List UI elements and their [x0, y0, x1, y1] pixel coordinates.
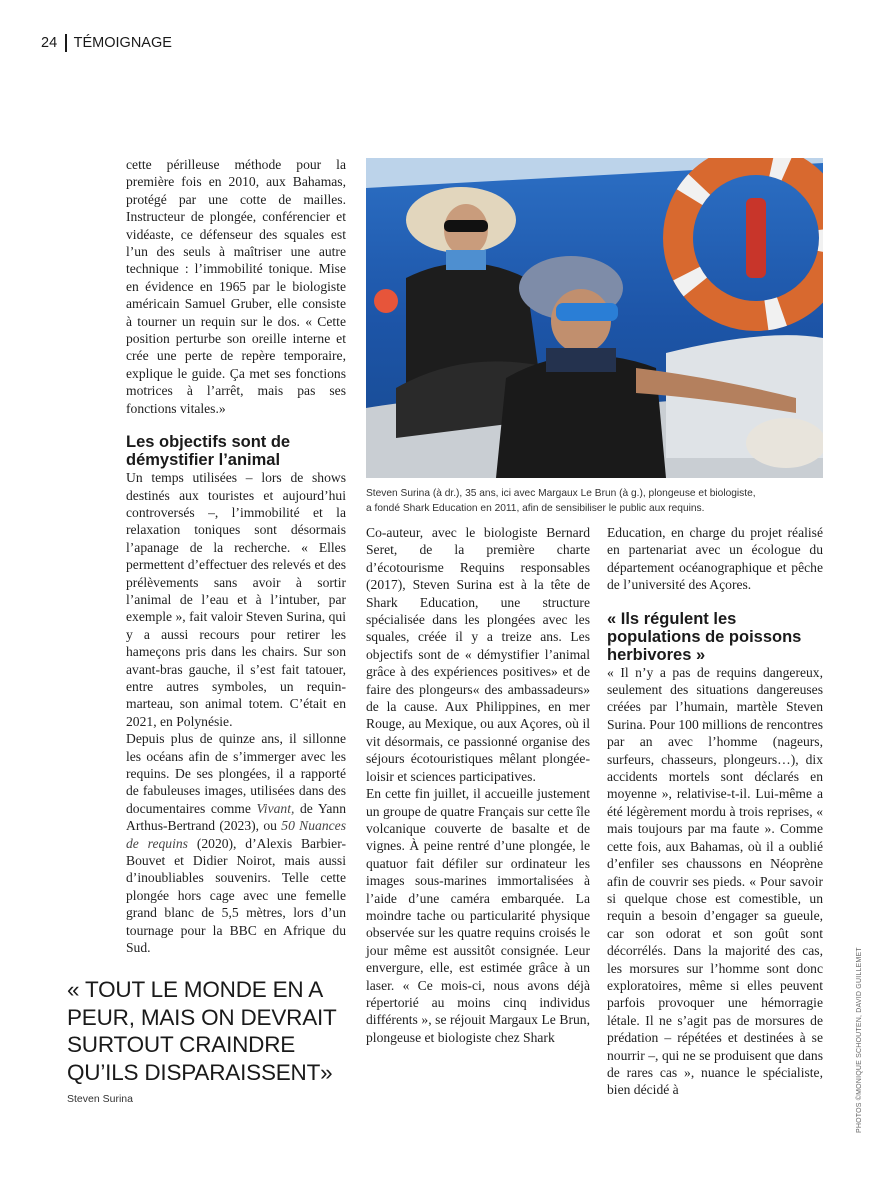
paragraph: Un temps utilisées – lors de shows destinés aux touristes et aujourd’hui controversés –, l’immobilité et la relaxation toniques sont désormais l’apanage de la recherche. « Elles permettent d’effectuer des relevés et des prélèvements sans avoir à sortir l’animal de l’eau et à l’intuber, par exemple », fait valoir Steven Surina, qui y a aussi recours pour retirer les hameçons pris dans les chairs. Sur son avant-bras gauche, il s’est fait tatouer, entre autres symboles, un requin-marteau, son animal totem. C’était en 2021, en Polynésie.: [126, 470, 346, 729]
text-run: (2020), d’Alexis Barbier-Bouvet et Didier Noirot, mais aussi d’inoubliables souvenirs. Telle cette plongée hors cage avec une femelle grand blanc de 5,5 mètres, lors d’un tournage pour la BBC en Afrique du Sud.: [126, 835, 346, 956]
caption-line: Steven Surina (à dr.), 35 ans, ici avec Margaux Le Brun (à g.), plongeuse et biologiste,: [366, 488, 756, 499]
paragraph: « Il n’y a pas de requins dangereux, seulement des situations dangereuses créées par l’humain, martèle Steven Surina. Pour 100 millions de rencontres par an avec l’homme (nageurs, surfeurs, chasseurs, plongeurs…), dix accidents mortels sont déclarés en moyenne », relativise-t-il. Lui-même a été légèrement mordu à trois reprises, « mais toujours par ma faute ». Comme cette fois, aux Bahamas, où il a oublié d’enfiler ses chaussons en Néoprène afin de couvrir ses pieds. « Pour savoir si quelque chose est comestible, un requin a besoin d’engager sa gueule, car son odorat et son goût sont décorrélés. Dans la majorité des cas, les morsures sur l’homme sont donc exploratoires, même si elles peuvent parfois provoquer une hémorragie létale. Il ne s’agit pas de morsures de prédation – répétées et destinées à se nourrir –, qui ne se produisent que dans de rares cas », nuance le spécialiste, bien décidé à: [607, 664, 823, 1098]
caption-line: a fondé Shark Education en 2011, afin de sensibiliser le public aux requins.: [366, 503, 705, 514]
extinguisher: [746, 198, 766, 278]
paragraph: [126, 730, 346, 956]
subheading: « Ils régulent les populations de poissons herbivores »: [607, 609, 802, 664]
subheading: Les objectifs sont de démystifier l’animal: [126, 433, 291, 470]
page-number: 24: [41, 35, 58, 51]
photo-caption: [366, 486, 826, 516]
pull-quote-author: Steven Surina: [67, 1093, 133, 1105]
article-photo: [366, 158, 823, 478]
header-divider: [65, 34, 67, 52]
article-column-3: [607, 524, 823, 1099]
man-neck-gaiter: [546, 348, 616, 372]
paragraph: Education, en charge du projet réalisé en partenariat avec un écologue du département océanographique et pêche de l’université des Açores.: [607, 525, 823, 593]
man-sunglasses: [556, 303, 618, 321]
page-header: [41, 34, 172, 52]
article-column-1: [126, 156, 346, 956]
woman-neck-gaiter: [446, 250, 486, 270]
film-title: 50 Nuances de requins: [126, 818, 346, 851]
text-run: Depuis plus de quinze ans, il sillonne les océans afin de s’immerger avec les requins. De ses plongées, il a rapporté de fabuleuses images, utilisées dans des documentaires comme: [126, 731, 346, 816]
pull-quote: « TOUT LE MONDE EN A PEUR, MAIS ON DEVRAIT SURTOUT CRAINDRE QU’ILS DISPARAISSENT»: [67, 977, 337, 1085]
text-run: de Yann Arthus-Bertrand (2023), ou: [126, 800, 346, 834]
buoy: [374, 289, 398, 313]
photo-credit: PHOTOS ©MONIQUE SCHOUTEN, DAVID GUILLEMET: [856, 947, 863, 1133]
section-title: TÉMOIGNAGE: [73, 35, 172, 51]
woman-sunglasses: [444, 220, 488, 232]
paragraph: Co-auteur, avec le biologiste Bernard Seret, de la première charte d’écotourisme Requins responsables (2017), Steven Surina est à la tête de Shark Education, une structure spécialisée dans les plongées avec les squales, créée il y a treize ans. Les objectifs sont de « démystifier l’animal grâce à des expériences positives» et de faire des plongeurs« des ambassadeurs» de la cause. Aux Philippines, en mer Rouge, au Mexique, ou aux Açores, où il vit désormais, ce passionné organise des séjours écotouristiques mêlant plongée-loisir et sciences participatives.: [366, 525, 590, 784]
bucket: [746, 418, 823, 468]
paragraph: cette périlleuse méthode pour la première fois en 2010, aux Bahamas, protégé par une cotte de mailles. Instructeur de plongée, conférencier et vidéaste, ce défenseur des squales est l’un des seuls à maîtriser une autre technique : l’immobilité tonique. Mise en évidence en 1965 par le biologiste américain Samuel Gruber, elle consiste à tourner un requin sur le dos. « Cette position perturbe son oreille interne et crée une perte de repère temporaire, explique le guide. Ça met ses fonctions motrices à l’arrêt, mais pas ses fonctions vitales.»: [126, 157, 346, 416]
article-column-2: [366, 524, 590, 1046]
film-title: Vivant,: [256, 800, 295, 816]
paragraph: En cette fin juillet, il accueille justement un groupe de quatre Français sur cette île volcanique couverte de basalte et de vignes. À peine rentré d’une plongée, le quatuor fait défiler sur ordinateur les images sous-marines immortalisées à l’aide d’une caméra embarquée. La moindre tache ou particularité physique observée sur les quatre requins croisés le jour même est aussitôt consignée. Leur envergure, elle, est estimée grâce à un laser. « Ce mois-ci, nous avons déjà répertorié au moins cinq individus différents », se réjouit Margaux Le Brun, plongeuse et biologiste chez Shark: [366, 786, 590, 1045]
